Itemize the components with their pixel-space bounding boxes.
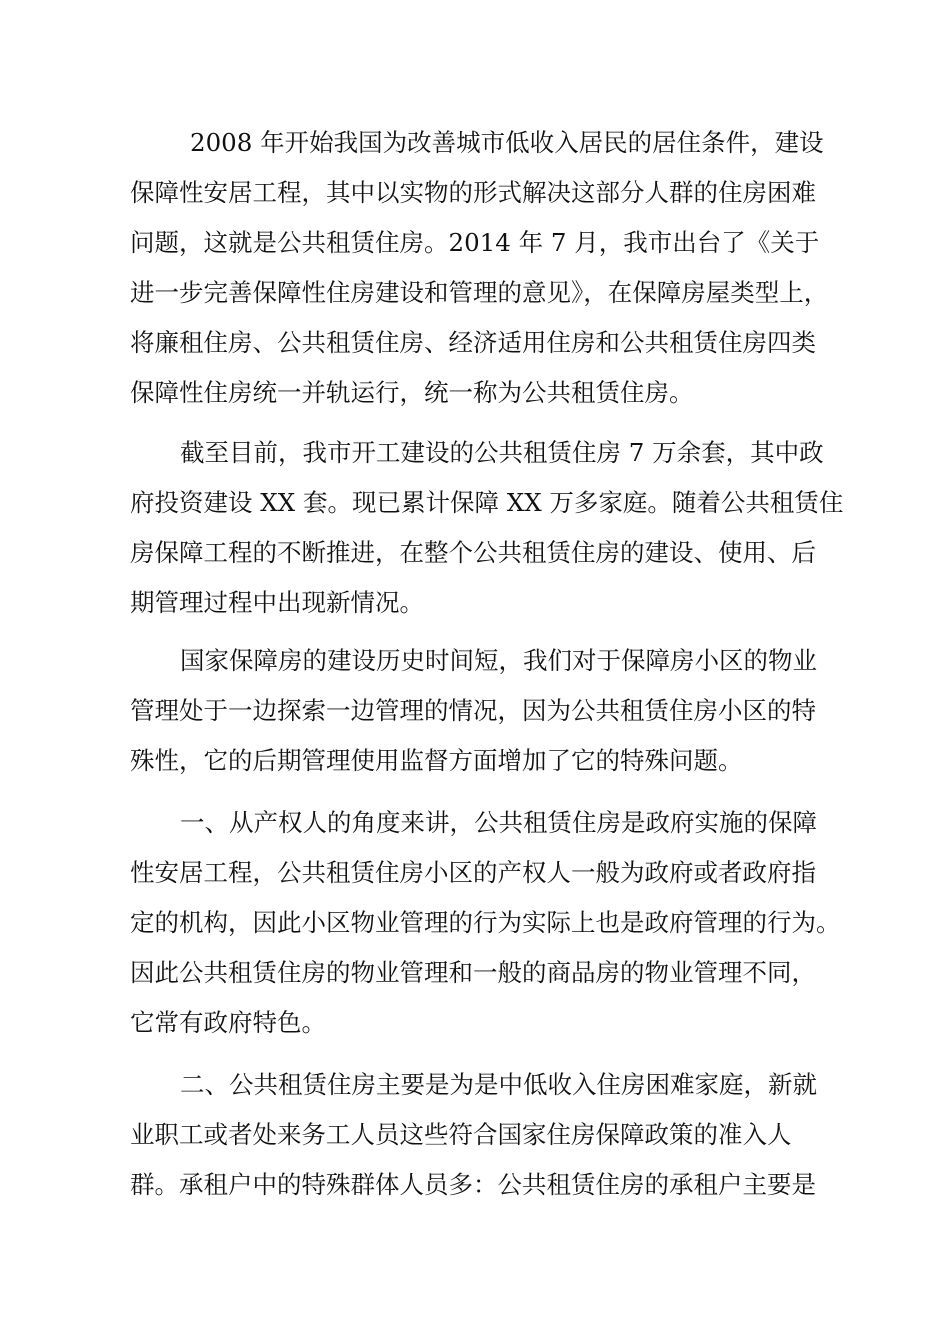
- paragraph-line: 2008 年开始我国为改善城市低收入居民的居住条件，建设: [190, 128, 824, 157]
- paragraph-line: 殊性，它的后期管理使用监督方面增加了它的特殊问题。: [130, 746, 743, 775]
- paragraph-line: 因此公共租赁住房的物业管理和一般的商品房的物业管理不同，: [130, 958, 816, 987]
- paragraph-line: 管理处于一边探索一边管理的情况，因为公共租赁住房小区的特: [130, 696, 816, 725]
- paragraph-line: 保障性安居工程，其中以实物的形式解决这部分人群的住房困难: [130, 178, 816, 207]
- paragraph-line: 群。承租户中的特殊群体人员多：公共租赁住房的承租户主要是: [130, 1170, 816, 1199]
- paragraph-line: 问题，这就是公共租赁住房。2014 年 7 月，我市出台了《关于: [130, 228, 820, 257]
- paragraph-line: 保障性住房统一并轨运行，统一称为公共租赁住房。: [130, 378, 694, 407]
- paragraph-line: 截至目前，我市开工建设的公共租赁住房 7 万余套，其中政: [180, 438, 824, 467]
- paragraph-line: 房保障工程的不断推进，在整个公共租赁住房的建设、使用、后: [130, 538, 816, 567]
- paragraph-line: 期管理过程中出现新情况。: [130, 588, 424, 617]
- paragraph-line: 一、从产权人的角度来讲，公共租赁住房是政府实施的保障: [180, 808, 817, 837]
- paragraph-line: 将廉租住房、公共租赁住房、经济适用住房和公共租赁住房四类: [130, 328, 816, 357]
- paragraph-line: 它常有政府特色。: [130, 1008, 326, 1037]
- paragraph-line: 定的机构，因此小区物业管理的行为实际上也是政府管理的行为。: [130, 908, 841, 937]
- paragraph-line: 进一步完善保障性住房建设和管理的意见》，在保障房屋类型上，: [130, 278, 829, 307]
- paragraph-line: 国家保障房的建设历史时间短，我们对于保障房小区的物业: [180, 646, 817, 675]
- paragraph-line: 业职工或者处来务工人员这些符合国家住房保障政策的准入人: [130, 1120, 792, 1149]
- paragraph-line: 性安居工程，公共租赁住房小区的产权人一般为政府或者政府指: [130, 858, 816, 887]
- paragraph-line: 二、公共租赁住房主要是为是中低收入住房困难家庭，新就: [180, 1070, 817, 1099]
- paragraph-line: 府投资建设 XX 套。现已累计保障 XX 万多家庭。随着公共租赁住: [130, 488, 844, 517]
